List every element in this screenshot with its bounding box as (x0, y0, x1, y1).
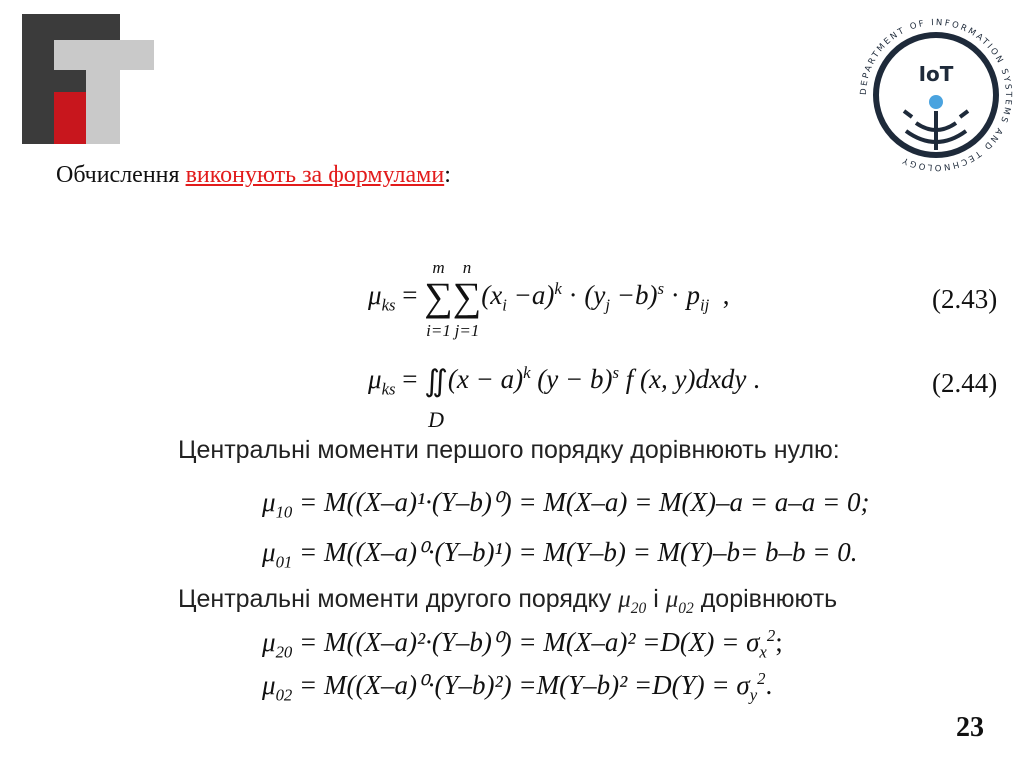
intro-highlight: виконують за формулами (185, 162, 445, 188)
mu20-end: ; (775, 627, 783, 657)
logo-iot-text: IoT (918, 62, 954, 86)
equation-2-44: $\mu_{ks}$ = ∬ D $(x - a)^k$ $(y - b)^s$ f (x, y)dxdy . (368, 363, 760, 433)
equation-number-2-43: (2.43) (932, 284, 998, 314)
intro-prefix: Обчислення (56, 162, 186, 188)
mu02-end: . (765, 670, 773, 700)
mu01-equation: $\mu_{01} = M((X-a)^0\cdot(Y-b)^1) = M(Y-b) = M(Y)-b= b-b = 0$. (262, 537, 858, 572)
iot-department-logo (846, 5, 1024, 185)
logo-ring-text: DEPARTMENT OF INFORMATION SYSTEMS AND TECHNOLOGY (858, 17, 1014, 173)
intro-suffix: : (444, 162, 451, 188)
equation-2-43: $\mu_{ks}$ = m ∑ i=1 n ∑ j=1 $(x_i -a)^k \cdot (y_j -b)^s \cdot p_{ij}$ , (368, 258, 730, 341)
mu20-rhs: = M((X–a)²·(Y–b)⁰) = M(X–a)² =D(X) = (292, 627, 747, 657)
mu20-equation: $\mu_{20} = M((X-a)^2\cdot(Y-b)^0) = M(X-a)^2 =D(X) = \sigma_x^2$; (262, 626, 783, 662)
mu01-rhs: = M((X–a)⁰·(Y–b)¹) = M(Y–b) = M(Y)–b= b–b = 0. (292, 537, 858, 567)
second-heading-mid: і (646, 585, 666, 613)
second-heading-start: Центральні моменти другого порядку (178, 585, 619, 613)
first-order-heading: Центральні моменти першого порядку дорівнюють нулю: (178, 436, 840, 464)
equation-number-2-44: (2.44) (932, 368, 998, 398)
second-order-heading: Центральні моменти другого порядку $\mu_{20}$ і $\mu_{02}$ дорівнюють (178, 585, 838, 617)
second-heading-end: дорівнюють (693, 585, 838, 613)
mu10-equation: $\mu_{10} = M((X-a)^1\cdot(Y-b)^0) = M(X-a) = M(X)-a = a-a = 0$; (262, 487, 870, 522)
ft-logo (0, 0, 160, 150)
page-number: 23 (956, 712, 984, 743)
mu02-equation: $\mu_{02} = M((X-a)^0\cdot(Y-b)^2) =M(Y-b)^2 =D(Y) = \sigma_y^2$. (262, 669, 773, 705)
intro-sentence (56, 162, 451, 189)
mu10-rhs: = M((X–a)¹·(Y–b)⁰) = M(X–a) = M(X)–a = a–a = 0; (292, 487, 870, 517)
mu02-rhs: = M((X–a)⁰·(Y–b)²) =M(Y–b)² =D(Y) = (292, 670, 737, 700)
